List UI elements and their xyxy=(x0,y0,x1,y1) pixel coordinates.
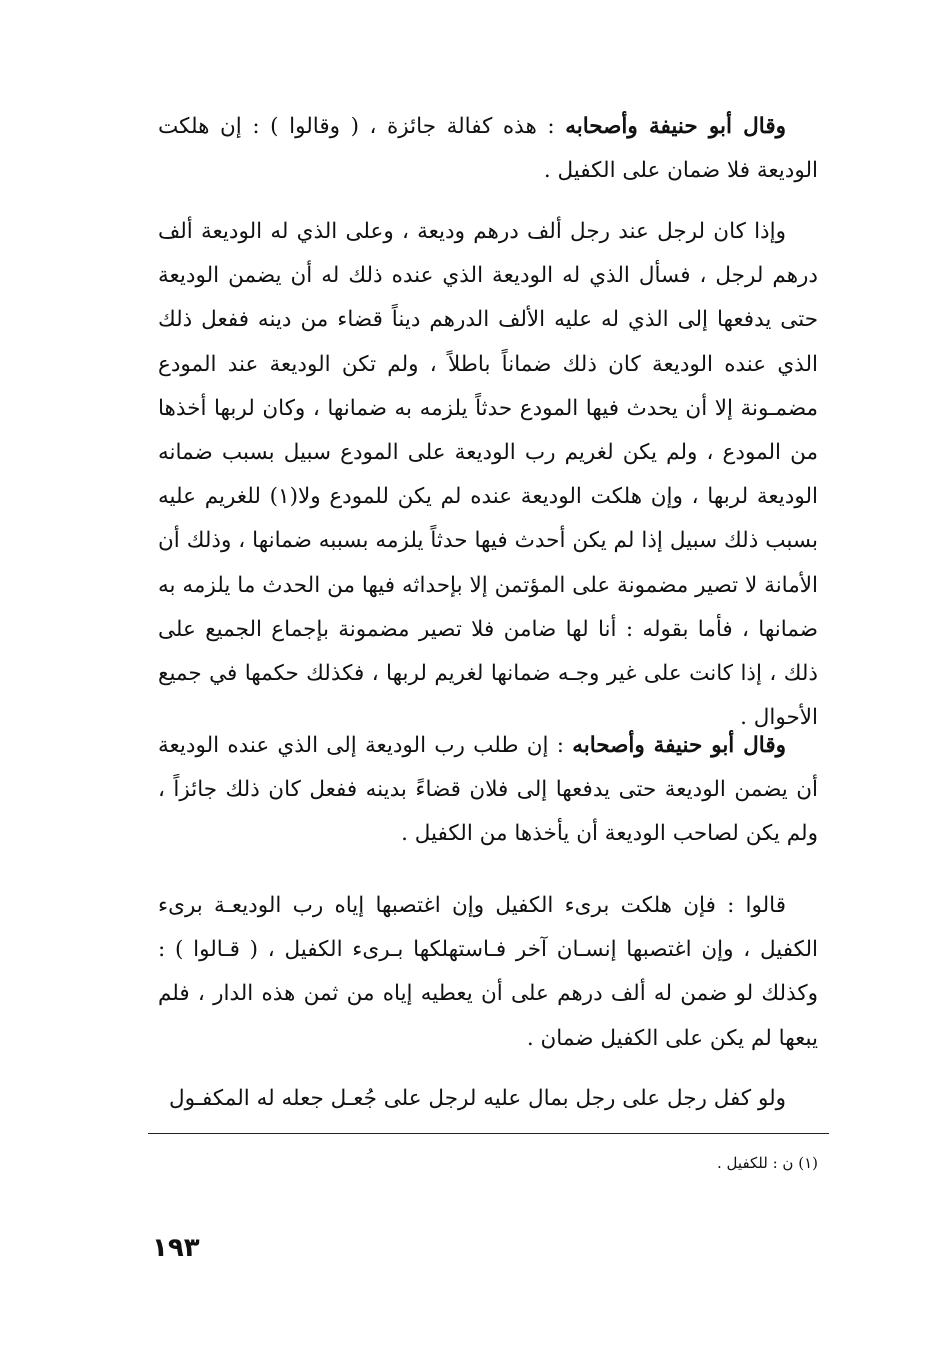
paragraph-text: : إن طلب رب الوديعة إلى الذي عنده الوديعة أن يضمن الوديعة حتى يدفعها إلى فلان قضاءً بدينه ففعل كان ذلك جائزاً ، ولم يكن لصاحب الوديعة أن يأخذها من الكفيل . xyxy=(158,733,818,847)
paragraph-2 xyxy=(158,210,818,740)
paragraph-text: قالوا : فإن هلكت برىء الكفيل وإن اغتصبها إياه رب الوديعـة برىء الكفيل ، وإن اغتصبها إنسـان آخر فـاستهلكها بـرىء الكفيل ، ( قـالوا ) : وكذلك لو ضمن له ألف درهم على أن يعطيه إياه من ثمن هذه الدار ، فلم يبعها لم يكن على الكفيل ضمان . xyxy=(158,893,818,1051)
paragraph-text: ولو كفل رجل على رجل بمال عليه لرجل على جُعـل جعله له المكفـول xyxy=(169,1086,786,1111)
paragraph-text: وإذا كان لرجل عند رجل ألف درهم وديعة ، وعلى الذي له الوديعة ألف درهم لرجل ، فسأل الذي له الوديعة الذي عنده ذلك له أن يضمن الوديعة حتى يدفعها إلى الذي له عليه الألف الدرهم ديناً قضاء من دينه ففعل ذلك الذي عنده الوديعة كان ذلك ضماناً باطلاً ، ولم تكن الوديعة عند المودع مضمـونة إلا أن يحدث فيها المودع حدثاً يلزمه به ضمانها ، وكان لربها أخذها من المودع ، ولم يكن لغريم رب الوديعة على المودع سبيل بسبب ضمانه الوديعة لربها ، وإن هلكت الوديعة عنده لم يكن للمودع ولا(١) للغريم عليه بسبب ذلك سبيل إذا لم يكن أحدث فيها حدثاً يلزمه بسببه ضمانها ، وذلك أن الأمانة لا تصير مضمونة على المؤتمن إلا بإحداثه فيها من الحدث ما يلزمه به ضمانها ، فأما بقوله : أنا لها ضامن فلا تصير مضمونة بإجماع الجميع على ذلك ، إذا كانت على غير وجـه ضمانها لغريم لربها ، فكذلك حكمها في جميع الأحوال . xyxy=(158,219,818,731)
paragraph-4 xyxy=(158,884,818,1061)
paragraph-lead: وقال أبو حنيفة وأصحابه xyxy=(572,733,786,758)
paragraph-3 xyxy=(158,724,818,857)
paragraph-text: : هذه كفالة جائزة ، ( وقالوا ) : إن هلكت الوديعة فلا ضمان على الكفيل . xyxy=(158,114,818,184)
footnote-divider xyxy=(148,1133,829,1134)
page-number: ١٩٣ xyxy=(152,1233,200,1263)
paragraph-lead: وقال أبو حنيفة وأصحابه xyxy=(565,114,786,139)
paragraph-5 xyxy=(158,1077,818,1121)
footnote: (١) ن : للكفيل . xyxy=(717,1154,818,1172)
paragraph-1 xyxy=(158,105,818,193)
